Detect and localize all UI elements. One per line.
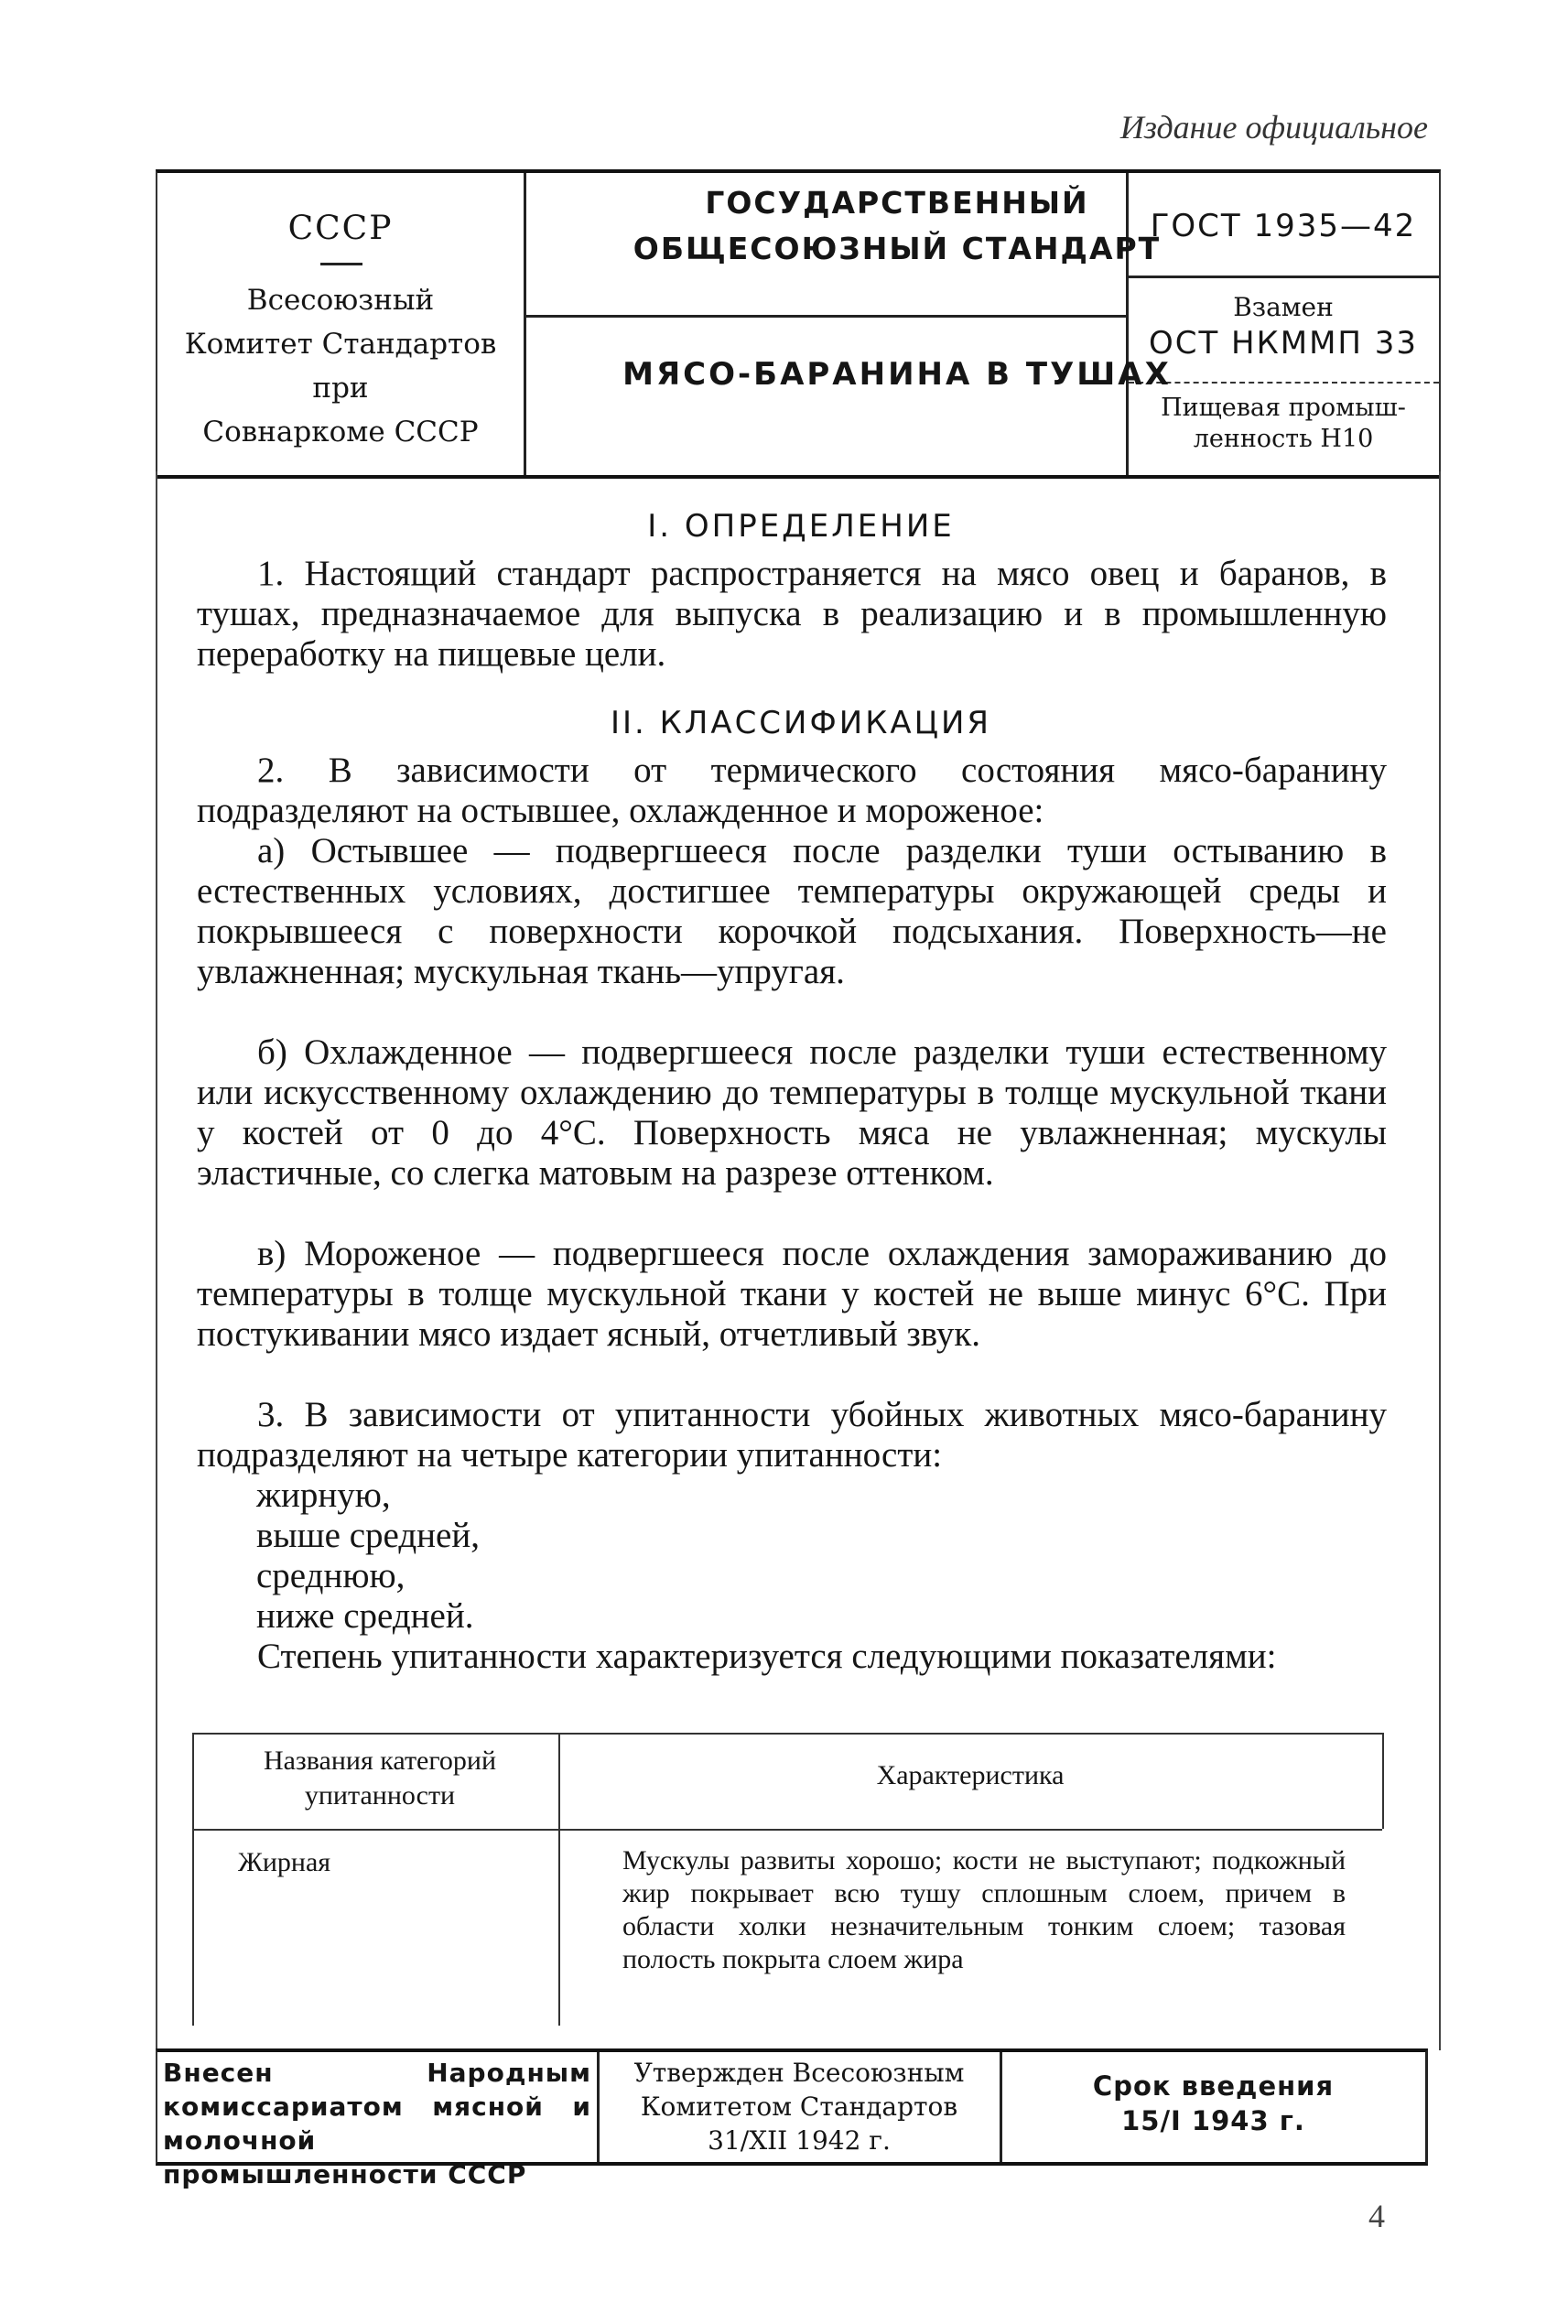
footer-divider — [597, 2052, 600, 2162]
category-item: жирную, — [256, 1475, 391, 1515]
introduced-by: Внесен Народным комиссариатом мясной и молочной промышленности СССР — [163, 2058, 591, 2189]
committee-block — [157, 173, 524, 475]
table-header-characteristic: Характеристика — [876, 1760, 1065, 1790]
table-rule — [1382, 1733, 1384, 1829]
replaces-label: Взамен — [1233, 292, 1334, 322]
section-heading-classification: II. КЛАССИФИКАЦИЯ — [610, 705, 992, 741]
effective-date-line: 15/I 1943 г. — [1121, 2105, 1305, 2136]
paragraph-3: 3. В зависимости от упитанности убойных животных мясо-баранину подразделяют на четыре категории упитанности: — [197, 1395, 1387, 1475]
standard-title-line: ОБЩЕСОЮЗНЫЙ СТАНДАРТ — [633, 231, 1162, 266]
paragraph-4: Степень упитанности характеризуется следующими показателями: — [257, 1637, 1277, 1676]
standard-header — [156, 169, 1441, 479]
category-item: выше средней, — [256, 1516, 480, 1555]
standard-subject: МЯСО-БАРАНИНА В ТУШАХ — [622, 356, 1172, 393]
approved-by — [602, 2056, 996, 2157]
gost-number: ГОСТ 1935—42 — [1150, 208, 1417, 244]
table-rule — [192, 1733, 194, 2026]
category-item: ниже средней. — [256, 1596, 474, 1636]
committee-line: Комитет Стандартов — [184, 328, 497, 361]
country-label: СССР — [287, 210, 394, 247]
industry-line: ленность Н10 — [1193, 425, 1374, 453]
paragraph-2: 2. В зависимости от термического состояния мясо-баранину подразделяют на остывшее, охлажденное и мороженое: — [197, 751, 1387, 830]
table-rule — [192, 1733, 1382, 1735]
edition-note: Издание официальное — [1119, 109, 1428, 146]
section-heading-definition: I. ОПРЕДЕЛЕНИЕ — [647, 508, 955, 545]
category-table — [192, 1733, 1382, 2030]
industry-classification — [1128, 393, 1439, 455]
category-item: среднюю, — [256, 1556, 406, 1595]
page-number: 4 — [1368, 2198, 1385, 2234]
paragraph-1: 1. Настоящий стандарт распространяется на мясо овец и баранов, в тушах, предназначаемое для выпуска в реализацию и в промышленную переработку на пищевые цели. — [197, 554, 1387, 674]
table-header-category: Названия категорий упитанности — [263, 1746, 497, 1811]
effective-date — [1005, 2069, 1422, 2138]
footer-divider — [1000, 2052, 1002, 2162]
effective-date-line: Срок введения — [1092, 2070, 1335, 2102]
standard-title-line: ГОСУДАРСТВЕННЫЙ — [705, 185, 1089, 221]
paragraph-2b: б) Охлажденное — подвергшееся после разделки туши естественному или искусственному охлаждению до температуры в толще мускульной ткани у костей от 0 до 4°С. Поверхность мяса не увлажненная; мускулы эластичные, со слегка матовым на разрезе оттенком. — [197, 1032, 1387, 1193]
paragraph-2a: а) Остывшее — подвергшееся после разделки туши остыванию в естественных условиях, достигшее температуры окружающей среды и покрывшееся с поверхности корочкой подсыхания. Поверхность—не увлажненная; мускульная ткань—упругая. — [197, 831, 1387, 991]
approved-by-line: Утвержден Всесоюзным — [633, 2058, 965, 2088]
committee-line: Совнаркоме СССР — [202, 416, 479, 449]
table-cell-category: Жирная — [238, 1847, 331, 1877]
replaces-code: ОСТ НКММП 33 — [1148, 325, 1419, 362]
country-underline — [320, 263, 362, 265]
table-rule — [192, 1829, 1382, 1831]
committee-name — [157, 278, 524, 454]
paragraph-2c: в) Мороженое — подвергшееся после охлаждения замораживанию до температуры в толще мускульной ткани у костей не выше минус 6°С. При постукивании мясо издает ясный, отчетливый звук. — [197, 1234, 1387, 1354]
committee-line: Всесоюзный — [246, 284, 435, 317]
committee-line: при — [312, 372, 369, 405]
industry-line: Пищевая промыш- — [1161, 394, 1406, 422]
approved-by-line: Комитетом Стандартов — [640, 2092, 958, 2122]
gost-block — [1128, 173, 1439, 475]
table-cell-description: Мускулы развиты хорошо; кости не выступают; подкожный жир покрывает всю тушу сплошным слоем, причем в области холки незначительным тонким слоем; тазовая полость покрыта слоем жира — [622, 1845, 1346, 1974]
standard-footer — [156, 2048, 1428, 2189]
approved-by-line: 31/XII 1942 г. — [708, 2125, 891, 2156]
